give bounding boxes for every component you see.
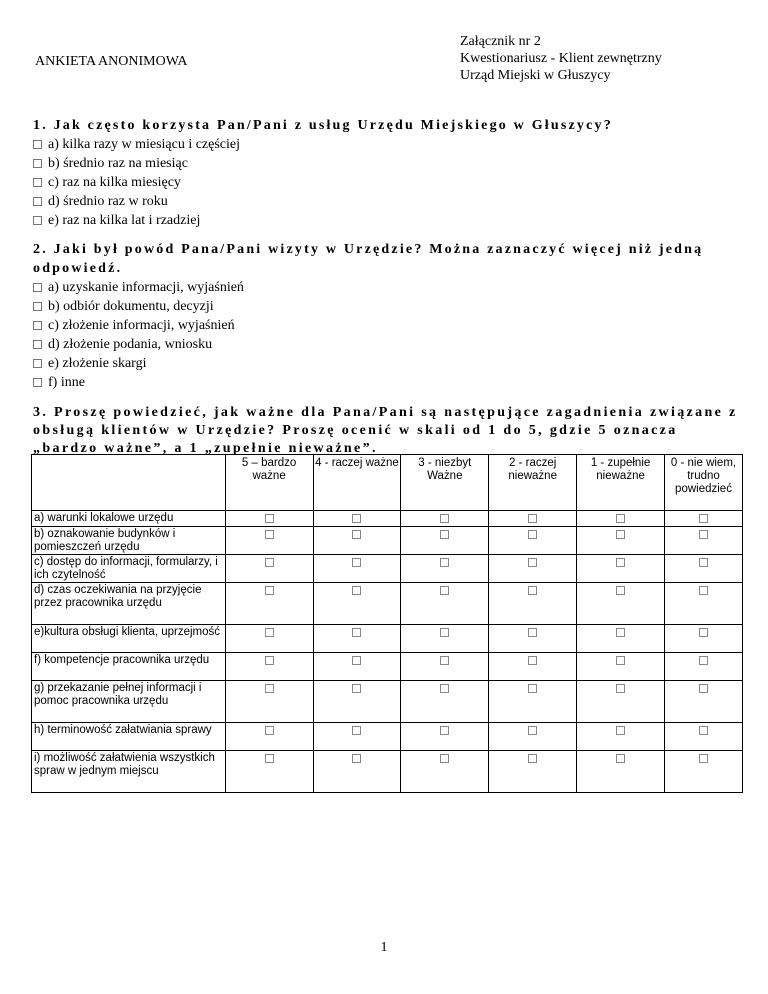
rating-cell (577, 555, 665, 583)
checkbox-icon[interactable] (528, 586, 537, 595)
rating-cell (225, 625, 313, 653)
checkbox-icon[interactable] (33, 359, 42, 368)
checkbox-icon[interactable] (352, 530, 361, 539)
option-label: a) uzyskanie informacji, wyjaśnień (48, 280, 244, 295)
rating-cell (401, 583, 489, 625)
row-label: f) kompetencje pracownika urzędu (32, 653, 226, 681)
checkbox-icon[interactable] (440, 558, 449, 567)
rating-cell (225, 751, 313, 793)
rating-cell (665, 511, 743, 527)
checkbox-icon[interactable] (616, 656, 625, 665)
checkbox-icon[interactable] (699, 586, 708, 595)
checkbox-icon[interactable] (265, 514, 274, 523)
question-3-title: 3. Proszę powiedzieć, jak ważne dla Pana/Pani są następujące zagadnienia związane z obsługą klientów w Urzędzie? Proszę ocenić w skali od 1 do 5, gdzie 5 oznacza „bardzo ważne”, a 1 „zupełnie nieważne”. (33, 405, 738, 456)
row-label: e)kultura obsługi klienta, uprzejmość (32, 625, 226, 653)
rating-cell (577, 625, 665, 653)
rating-cell (313, 555, 401, 583)
column-header: 1 - zupełnie nieważne (577, 455, 665, 511)
rating-cell (489, 511, 577, 527)
checkbox-icon[interactable] (440, 586, 449, 595)
checkbox-icon[interactable] (440, 726, 449, 735)
option[interactable] (33, 278, 733, 297)
checkbox-icon[interactable] (33, 378, 42, 387)
checkbox-icon[interactable] (616, 628, 625, 637)
checkbox-icon[interactable] (265, 586, 274, 595)
checkbox-icon[interactable] (616, 684, 625, 693)
option-label: d) średnio raz w roku (48, 194, 168, 209)
checkbox-icon[interactable] (33, 216, 42, 225)
column-header: 2 - raczej nieważne (489, 455, 577, 511)
rating-cell (577, 751, 665, 793)
checkbox-icon[interactable] (440, 530, 449, 539)
checkbox-icon[interactable] (616, 530, 625, 539)
checkbox-icon[interactable] (528, 754, 537, 763)
attachment-line: Załącznik nr 2 (460, 34, 541, 49)
checkbox-icon[interactable] (33, 340, 42, 349)
option-label: f) inne (48, 375, 85, 390)
option-label: e) złożenie skargi (48, 356, 147, 371)
rating-cell (313, 583, 401, 625)
column-header: 4 - raczej ważne (313, 455, 401, 511)
checkbox-icon[interactable] (528, 684, 537, 693)
option-label: e) raz na kilka lat i rzadziej (48, 213, 201, 228)
rating-cell (489, 653, 577, 681)
checkbox-icon[interactable] (616, 726, 625, 735)
option[interactable] (33, 354, 733, 373)
question-2-title: 2. Jaki był powód Pana/Pani wizyty w Urzędzie? Można zaznaczyć więcej niż jedną odpowiedź. (33, 242, 704, 276)
row-label: b) oznakowanie budynków i pomieszczeń urzędu (32, 527, 226, 555)
rating-cell (313, 751, 401, 793)
rating-cell (225, 527, 313, 555)
rating-cell (401, 511, 489, 527)
rating-cell (313, 681, 401, 723)
checkbox-icon[interactable] (33, 159, 42, 168)
question-3 (33, 404, 738, 458)
rating-cell (577, 527, 665, 555)
option[interactable] (33, 135, 613, 154)
rating-cell (665, 751, 743, 793)
rating-cell (313, 527, 401, 555)
checkbox-icon[interactable] (528, 558, 537, 567)
rating-cell (577, 723, 665, 751)
rating-cell (577, 511, 665, 527)
checkbox-icon[interactable] (699, 514, 708, 523)
checkbox-icon[interactable] (265, 754, 274, 763)
row-label: h) terminowość załatwiania sprawy (32, 723, 226, 751)
rating-cell (401, 625, 489, 653)
rating-cell (665, 723, 743, 751)
rating-cell (489, 527, 577, 555)
table-row (32, 653, 743, 681)
rating-cell (225, 723, 313, 751)
option[interactable] (33, 297, 733, 316)
checkbox-icon[interactable] (352, 558, 361, 567)
page-number: 1 (380, 940, 388, 955)
option[interactable] (33, 154, 613, 173)
rating-cell (313, 653, 401, 681)
rating-cell (225, 681, 313, 723)
checkbox-icon[interactable] (699, 530, 708, 539)
table-corner (32, 455, 226, 511)
row-label: i) możliwość załatwienia wszystkich spraw w jednym miejscu (32, 751, 226, 793)
attachment-line: Urząd Miejski w Głuszycy (460, 68, 611, 83)
table-row (32, 555, 743, 583)
checkbox-icon[interactable] (265, 656, 274, 665)
rating-cell (313, 723, 401, 751)
rating-table (31, 454, 743, 793)
option-label: d) złożenie podania, wniosku (48, 337, 213, 352)
checkbox-icon[interactable] (265, 726, 274, 735)
option[interactable] (33, 173, 613, 192)
table-row (32, 751, 743, 793)
rating-cell (401, 527, 489, 555)
rating-cell (489, 681, 577, 723)
survey-title: ANKIETA ANONIMOWA (35, 54, 188, 69)
checkbox-icon[interactable] (699, 558, 708, 567)
rating-cell (313, 625, 401, 653)
question-1-title: 1. Jak często korzysta Pan/Pani z usług Urzędu Miejskiego w Głuszycy? (33, 118, 613, 133)
rating-cell (401, 653, 489, 681)
option-label: c) raz na kilka miesięcy (48, 175, 181, 190)
checkbox-icon[interactable] (699, 754, 708, 763)
rating-cell (577, 583, 665, 625)
checkbox-icon[interactable] (440, 628, 449, 637)
checkbox-icon[interactable] (352, 656, 361, 665)
checkbox-icon[interactable] (440, 684, 449, 693)
option-label: b) odbiór dokumentu, decyzji (48, 299, 214, 314)
checkbox-icon[interactable] (699, 726, 708, 735)
checkbox-icon[interactable] (352, 684, 361, 693)
rating-cell (401, 751, 489, 793)
checkbox-icon[interactable] (528, 656, 537, 665)
row-label: d) czas oczekiwania na przyjęcie przez pracownika urzędu (32, 583, 226, 625)
rating-cell (225, 555, 313, 583)
option[interactable] (33, 373, 733, 392)
rating-cell (313, 511, 401, 527)
option[interactable] (33, 192, 613, 211)
option[interactable] (33, 335, 733, 354)
checkbox-icon[interactable] (352, 514, 361, 523)
checkbox-icon[interactable] (352, 586, 361, 595)
attachment-info (460, 33, 662, 84)
option-label: a) kilka razy w miesiącu i częściej (48, 137, 241, 152)
question-2 (33, 240, 733, 392)
checkbox-icon[interactable] (699, 628, 708, 637)
row-label: a) warunki lokalowe urzędu (32, 511, 226, 527)
table-row (32, 511, 743, 527)
checkbox-icon[interactable] (699, 684, 708, 693)
table-body (32, 511, 743, 793)
column-header: 5 – bardzo ważne (225, 455, 313, 511)
rating-cell (225, 583, 313, 625)
rating-cell (665, 527, 743, 555)
checkbox-icon[interactable] (265, 558, 274, 567)
checkbox-icon[interactable] (265, 684, 274, 693)
option-label: c) złożenie informacji, wyjaśnień (48, 318, 235, 333)
checkbox-icon[interactable] (528, 726, 537, 735)
checkbox-icon[interactable] (616, 586, 625, 595)
rating-cell (665, 583, 743, 625)
checkbox-icon[interactable] (440, 656, 449, 665)
rating-cell (489, 583, 577, 625)
option[interactable] (33, 211, 613, 230)
checkbox-icon[interactable] (33, 302, 42, 311)
table-row (32, 723, 743, 751)
table-row (32, 583, 743, 625)
checkbox-icon[interactable] (33, 178, 42, 187)
rating-cell (489, 625, 577, 653)
checkbox-icon[interactable] (528, 628, 537, 637)
row-label: c) dostęp do informacji, formularzy, i ich czytelność (32, 555, 226, 583)
checkbox-icon[interactable] (528, 514, 537, 523)
checkbox-icon[interactable] (352, 628, 361, 637)
rating-cell (489, 723, 577, 751)
rating-cell (577, 681, 665, 723)
rating-cell (665, 681, 743, 723)
attachment-line: Kwestionariusz - Klient zewnętrzny (460, 51, 662, 66)
rating-cell (665, 653, 743, 681)
checkbox-icon[interactable] (440, 514, 449, 523)
checkbox-icon[interactable] (265, 628, 274, 637)
checkbox-icon[interactable] (265, 530, 274, 539)
checkbox-icon[interactable] (616, 754, 625, 763)
rating-cell (401, 723, 489, 751)
rating-cell (225, 511, 313, 527)
table-row (32, 625, 743, 653)
checkbox-icon[interactable] (440, 754, 449, 763)
table-row (32, 681, 743, 723)
checkbox-icon[interactable] (699, 656, 708, 665)
rating-cell (225, 653, 313, 681)
column-header: 0 - nie wiem, trudno powiedzieć (665, 455, 743, 511)
option[interactable] (33, 316, 733, 335)
row-label: g) przekazanie pełnej informacji i pomoc pracownika urzędu (32, 681, 226, 723)
rating-cell (577, 653, 665, 681)
checkbox-icon[interactable] (33, 140, 42, 149)
rating-cell (401, 555, 489, 583)
rating-cell (401, 681, 489, 723)
rating-cell (489, 751, 577, 793)
option-label: b) średnio raz na miesiąc (48, 156, 188, 171)
rating-cell (489, 555, 577, 583)
checkbox-icon[interactable] (33, 321, 42, 330)
column-header: 3 - niezbyt Ważne (401, 455, 489, 511)
checkbox-icon[interactable] (33, 197, 42, 206)
checkbox-icon[interactable] (33, 283, 42, 292)
checkbox-icon[interactable] (352, 754, 361, 763)
checkbox-icon[interactable] (352, 726, 361, 735)
checkbox-icon[interactable] (616, 514, 625, 523)
table-row (32, 527, 743, 555)
rating-cell (665, 555, 743, 583)
checkbox-icon[interactable] (616, 558, 625, 567)
checkbox-icon[interactable] (528, 530, 537, 539)
question-1 (33, 116, 613, 230)
rating-cell (665, 625, 743, 653)
